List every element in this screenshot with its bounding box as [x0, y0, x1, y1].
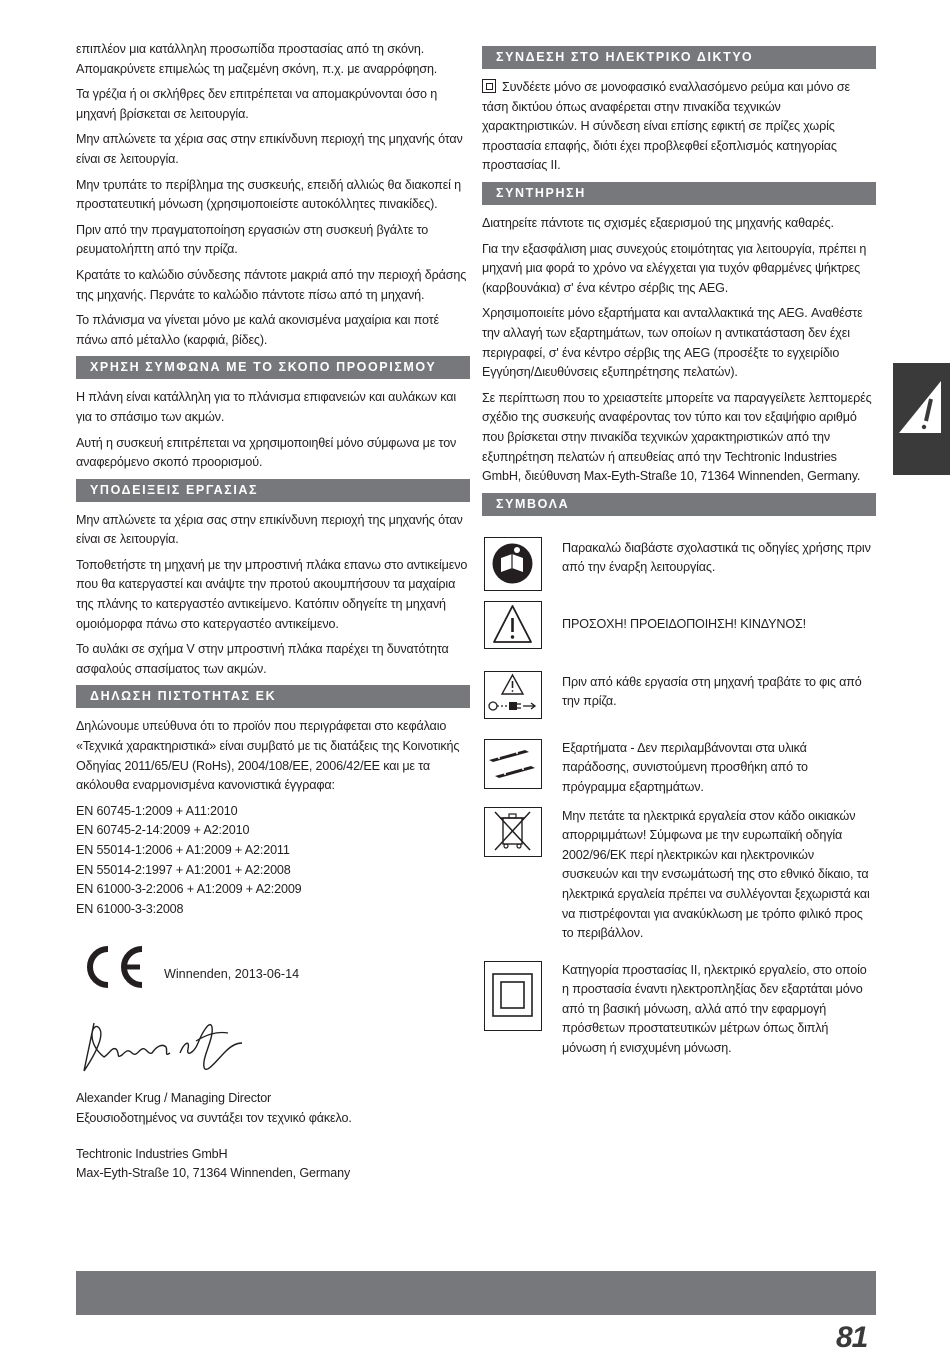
paragraph: [482, 78, 876, 176]
symbol-text: Κατηγορία προστασίας II, ηλεκτρικό εργαλείο, στο οποίο η προστασία έναντι ηλεκτροπληξίας δεν εξαρτάται μόνο από τη βασική μόνωση, αλλά από την εφαρμογή πρόσθετων προστατευτικών μέτρων όπως διπλή μόνωση ή ενισχυμένη μόνωση.: [562, 962, 867, 1056]
footer-bar: [76, 1271, 876, 1315]
symbol-text: ΠΡΟΣΟΧΗ! ΠΡΟΕΙΔΟΠΟΙΗΣΗ! ΚΙΝΔΥΝΟΣ!: [562, 616, 806, 631]
paragraph: Αυτή η συσκευή επιτρέπεται να χρησιμοποιηθεί μόνο σύμφωνα με τον αναφερόμενο σκοπό προορισμού.: [76, 435, 457, 470]
paragraph: Δηλώνουμε υπεύθυνα ότι το προϊόν που περιγράφεται στο κεφάλαιο «Τεχνικά χαρακτηριστικά» είναι συμβατό με τις διατάξεις της Κοινοτικής Οδηγίας 2011/65/EU (RoHs), 2004/108/EE, 2006/42/EE και με τα ακόλουθα εναρμονισμένα κανονιστικά έγγραφα:: [76, 719, 460, 793]
paragraph: Μην απλώνετε τα χέρια σας στην επικίνδυνη περιοχή της μηχανής όταν είναι σε λειτουργία.: [76, 132, 463, 166]
paragraph: Το πλάνισμα να γίνεται μόνο με καλά ακονισμένα μαχαίρια και ποτέ πάνω από μέταλλο (καρφιά, βίδες).: [76, 313, 439, 347]
ce-row: [76, 943, 470, 1003]
unplug-icon: [484, 671, 542, 719]
read-manual-icon: [484, 537, 542, 591]
signer-name: Alexander Krug / Managing Director: [76, 1091, 272, 1106]
warning-triangle-icon: [893, 363, 950, 475]
paragraph: Για την εξασφάλιση μιας συνεχούς ετοιμότητας για λειτουργία, πρέπει η μηχανή μια φορά το χρόνο να ελέγχεται για τυχόν φθαρμένες ψήκτρες (καρβουνάκια) σ' ένα κέντρο σέρβις της AEG.: [482, 241, 867, 295]
ce-mark-icon: [78, 943, 148, 991]
signer-authorization: Εξουσιοδοτημένος να συντάξει τον τεχνικό φάκελο.: [76, 1110, 352, 1125]
section-heading-maintenance: ΣΥΝΤΗΡΗΣΗ: [482, 182, 876, 205]
place-date: Winnenden, 2013-06-14: [164, 967, 300, 982]
symbol-text: Εξαρτήματα - Δεν περιλαμβάνονται στα υλικά παράδοσης, συνιστούμενη προσθήκη από το πρόγραμμα εξαρτημάτων.: [562, 740, 808, 794]
paragraph: Σε περίπτωση που το χρειαστείτε μπορείτε να παραγγείλετε λεπτομερές σχέδιο της συσκευής αναφέροντας τον τύπο και τον εξαψήφιο αριθμό που βρίσκεται στην πινακίδα τεχνικών χαρακτηριστικών από την εξυπηρέτηση πελατών ή απευθείας από την Techtronic Industries GmbH, διεύθυνση Max-Eyth-Straße 10, 71364 Winnenden, Germany.: [482, 390, 872, 484]
standard-item: EN 55014-1:2006 + A1:2009 + A2:2011: [76, 843, 290, 857]
symbol-text: Παρακαλώ διαβάστε σχολαστικά τις οδηγίες χρήσης πριν από την έναρξη λειτουργίας.: [562, 540, 871, 575]
paragraph: Χρησιμοποιείτε μόνο εξαρτήματα και ανταλλακτικά της AEG. Αναθέστε την αλλαγή των εξαρτημάτων, των οποίων η αντικατάσταση δεν έχει περιγραφεί, σ' ένα κέντρο σέρβις της AEG (προσέξτε το εγχειρίδιο Εγγύηση/Διευθύνσεις εξυπηρέτησης πελατών).: [482, 306, 863, 380]
paragraph: Μην απλώνετε τα χέρια σας στην επικίνδυνη περιοχή της μηχανής όταν είναι σε λειτουργία.: [76, 512, 463, 547]
paragraph: Τα γρέζια ή οι σκλήθρες δεν επιτρέπεται να απομακρύνονται όσο η μηχανή βρίσκεται σε λειτουργία.: [76, 87, 438, 121]
page-number: 81: [836, 1321, 868, 1354]
paragraph: επιπλέον μια κατάλληλη προσωπίδα προστασίας από τη σκόνη. Απομακρύνετε επιμελώς τη μαζεμένη σκόνη, π.χ. με αναρρόφηση.: [76, 42, 438, 76]
symbols-list: [482, 525, 876, 1085]
paragraph: Διατηρείτε πάντοτε τις σχισμές εξαερισμού της μηχανής καθαρές.: [482, 215, 834, 230]
standard-item: EN 60745-2-14:2009 + A2:2010: [76, 823, 250, 838]
section-heading-ce-declaration: ΔΗΛΩΣΗ ΠΙΣΤΟΤΗΤΑΣ ΕΚ: [76, 685, 470, 708]
standard-item: EN 61000-3-3:2008: [76, 901, 184, 916]
protection-class-ii-icon: [484, 961, 542, 1031]
right-column: [482, 46, 876, 1085]
protection-class-ii-icon: [482, 79, 496, 93]
warning-triangle-icon: [484, 601, 542, 649]
paragraph: Το αυλάκι σε σχήμα V στην μπροστινή πλάκα παρέχει τη δυνατότητα ασφαλούς σπασίματος των ακμών.: [76, 642, 449, 676]
mains-text: Συνδέετε μόνο σε μονοφασικό εναλλασόμενο ρεύμα και μόνο σε τάση δικτύου όπως αναφέρεται στην πινακίδα τεχνικών χαρακτηριστικών. Η σύνδεση είναι επίσης εφικτή σε πρίζες χωρίς προστασία επαφής, διότι έχει προβλεφθεί εξοπλισμός κατηγορίας προστασίας II.: [482, 80, 850, 173]
section-heading-mains-connection: ΣΥΝΔΕΣΗ ΣΤΟ ΗΛΕΚΤΡΙΚΟ ΔΙΚΤΥΟ: [482, 46, 876, 69]
standard-item: EN 61000-3-2:2006 + A1:2009 + A2:2009: [76, 882, 302, 897]
symbol-text: Μην πετάτε τα ηλεκτρικά εργαλεία στον κάδο οικιακών απορριμμάτων! Σύμφωνα με την ευρωπαϊκή οδηγία 2002/96/ΕΚ περί ηλεκτρικών και ηλεκτρονικών συσκευών και την ενσωμάτωσή της στο εθνικό δίκαιο, τα ηλεκτρικά εργαλεία πρέπει να συλλέγονται ξεχωριστά και να πιστρέφονται για ανακύκλωση με τρόπο φιλικό προς το περιβάλλον.: [562, 808, 870, 941]
paragraph: Μην τρυπάτε το περίβλημα της συσκευής, επειδή αλλιώς θα διακοπεί η προστατευτική μόνωση (χρησιμοποιείστε αυτοκόλλητες πινακίδες).: [76, 177, 462, 212]
paragraph: Κρατάτε το καλώδιο σύνδεσης πάντοτε μακριά από την περιοχή δράσης της μηχανής. Περνάτε το καλώδιο πάντοτε πίσω από τη μηχανή.: [76, 267, 467, 302]
company-name: Techtronic Industries GmbH: [76, 1146, 228, 1161]
paragraph: Η πλάνη είναι κατάλληλη για το πλάνισμα επιφανειών και αυλάκων και για το σπάσιμο των ακμών.: [76, 390, 457, 424]
section-heading-working-instructions: ΥΠΟΔΕΙΞΕΙΣ ΕΡΓΑΣΙΑΣ: [76, 479, 470, 502]
standards-list: [76, 802, 470, 920]
paragraph: Τοποθετήστε τη μηχανή με την μπροστινή πλάκα επανω στο αντικείμενο που θα κατεργαστεί και ανάψτε την προτού ακουμπήσουν τα μαχαίρια της πλάνης το κατεργαστέο αντικείμενο. Κατόπιν οδηγείτε τη μηχανή ομοιόμορφα πάνω στο κατεργαστέο αντικείμενο.: [76, 557, 468, 631]
paragraph: Πριν από την πραγματοποίηση εργασιών στη συσκευή βγάλτε το ρευματολήπτη από την πρίζα.: [76, 222, 429, 257]
company-address: Max-Eyth-Straße 10, 71364 Winnenden, Germany: [76, 1166, 351, 1181]
standard-item: EN 60745-1:2009 + A11:2010: [76, 803, 238, 818]
standard-item: EN 55014-2:1997 + A1:2001 + A2:2008: [76, 862, 291, 877]
signer-block: [76, 1089, 470, 1183]
section-heading-intended-use: ΧΡΗΣΗ ΣΥΜΦΩΝΑ ΜΕ ΤΟ ΣΚΟΠΟ ΠΡΟΟΡΙΣΜΟΥ: [76, 356, 470, 379]
symbol-text: Πριν από κάθε εργασία στη μηχανή τραβάτε το φις από την πρίζα.: [562, 674, 862, 709]
warning-side-tab: [893, 363, 950, 475]
crossed-bin-icon: [484, 807, 542, 857]
signature-icon: [76, 1013, 246, 1079]
accessories-blades-icon: [484, 739, 542, 789]
section-heading-symbols: ΣΥΜΒΟΛΑ: [482, 493, 876, 516]
left-column: [76, 40, 470, 1184]
